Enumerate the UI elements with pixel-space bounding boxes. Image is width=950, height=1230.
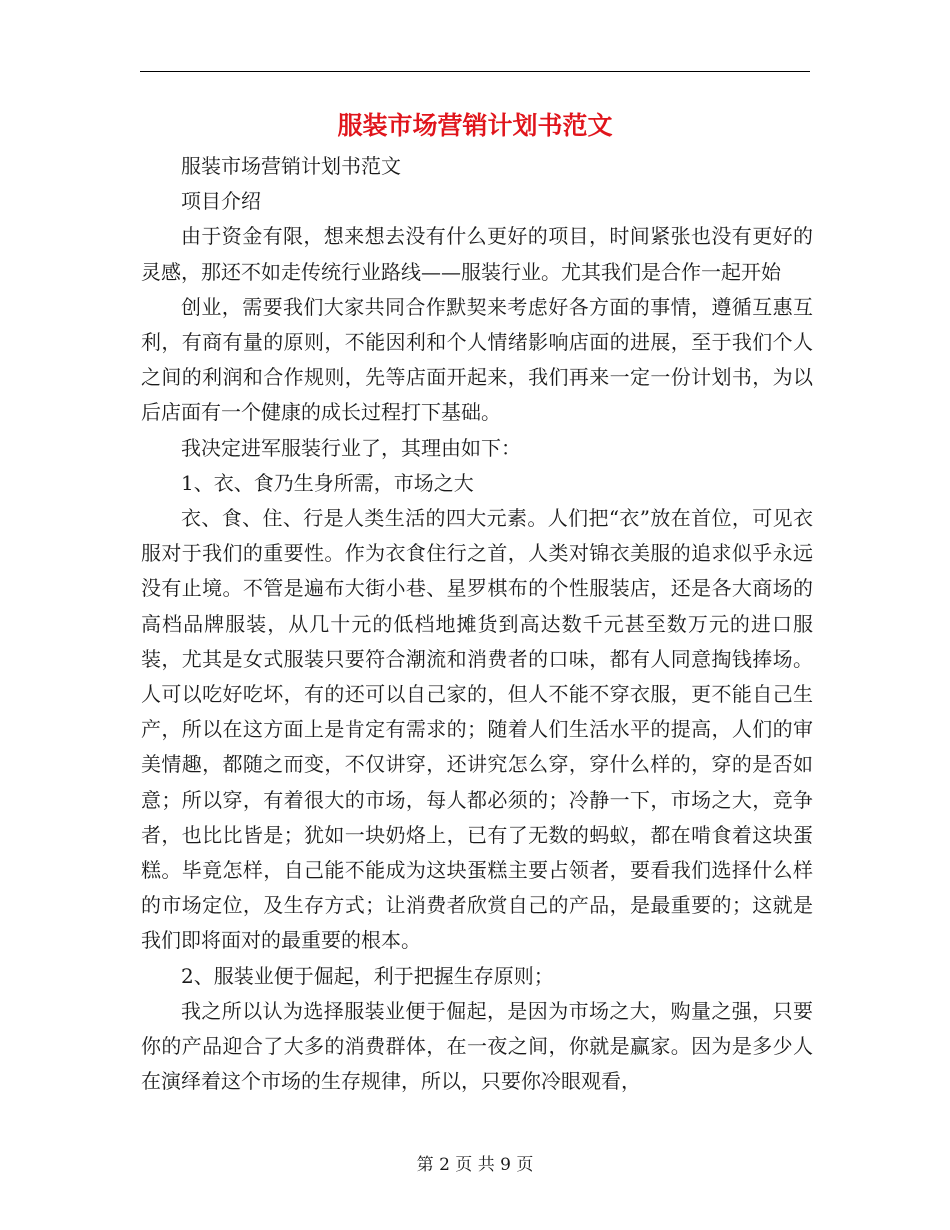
paragraph: 我决定进军服装行业了，其理由如下： [181, 435, 521, 460]
paragraph: 我之所以认为选择服装业便于倔起，是因为市场之大，购量之强，只要你的产品迎合了大多的消费群体，在一夜之间，你就是赢家。因为是多少人在演绎着这个市场的生存规律，所以，只要你冷眼观看， [141, 998, 813, 1094]
paragraph-subtitle: 服装市场营销计划书范文 [181, 154, 401, 178]
page-number: 第 2 页 共 9 页 [416, 1155, 534, 1175]
paragraph: 衣、食、住、行是人类生活的四大元素。人们把“衣”放在首位，可见衣服对于我们的重要性。作为衣食住行之首，人类对锦衣美服的追求似乎永远没有止境。不管是遍布大街小巷、星罗棋布的个性服装店，还是各大商场的高档品牌服装，从几十元的低档地摊货到高达数千元甚至数万元的进口服装，尤其是女式服装只要符合潮流和消费者的口味，都有人同意掏钱捧场。人可以吃好吃坏，有的还可以自己家的，但人不能不穿衣服，更不能自己生产，所以在这方面上是肯定有需求的；随着人们生活水平的提高，人们的审美情趣，都随之而变，不仅讲穿，还讲究怎么穿，穿什么样的，穿的是否如意；所以穿，有着很大的市场，每人都必须的；冷静一下，市场之大，竞争者，也比比皆是；犹如一块奶烙上，已有了无数的蚂蚁，都在啃食着这块蛋糕。毕竟怎样，自己能不能成为这块蛋糕主要占领者，要看我们选择什么样的市场定位，及生存方式；让消费者欣赏自己的产品，是最重要的；这就是我们即将面对的最重要的根本。 [141, 506, 813, 953]
document-title: 服装市场营销计划书范文 [337, 111, 613, 140]
paragraph-list-heading: 1、衣、食乃生身所需，市场之大 [181, 470, 474, 495]
header-rule [140, 71, 810, 72]
paragraph: 创业，需要我们大家共同合作默契来考虑好各方面的事情，遵循互惠互利，有商有量的原则，不能因利和个人情绪影响店面的进展，至于我们个人之间的利润和合作规则，先等店面开起来，我们再来一定一份计划书，为以后店面有一个健康的成长过程打下基础。 [141, 294, 813, 425]
paragraph-list-heading: 2、服装业便于倔起，利于把握生存原则； [181, 963, 554, 988]
paragraph: 由于资金有限，想来想去没有什么更好的项目，时间紧张也没有更好的灵感，那还不如走传统行业路线——服装行业。尤其我们是合作一起开始 [141, 224, 813, 284]
document-body [141, 149, 813, 1099]
paragraph-section-heading: 项目介绍 [181, 189, 261, 214]
